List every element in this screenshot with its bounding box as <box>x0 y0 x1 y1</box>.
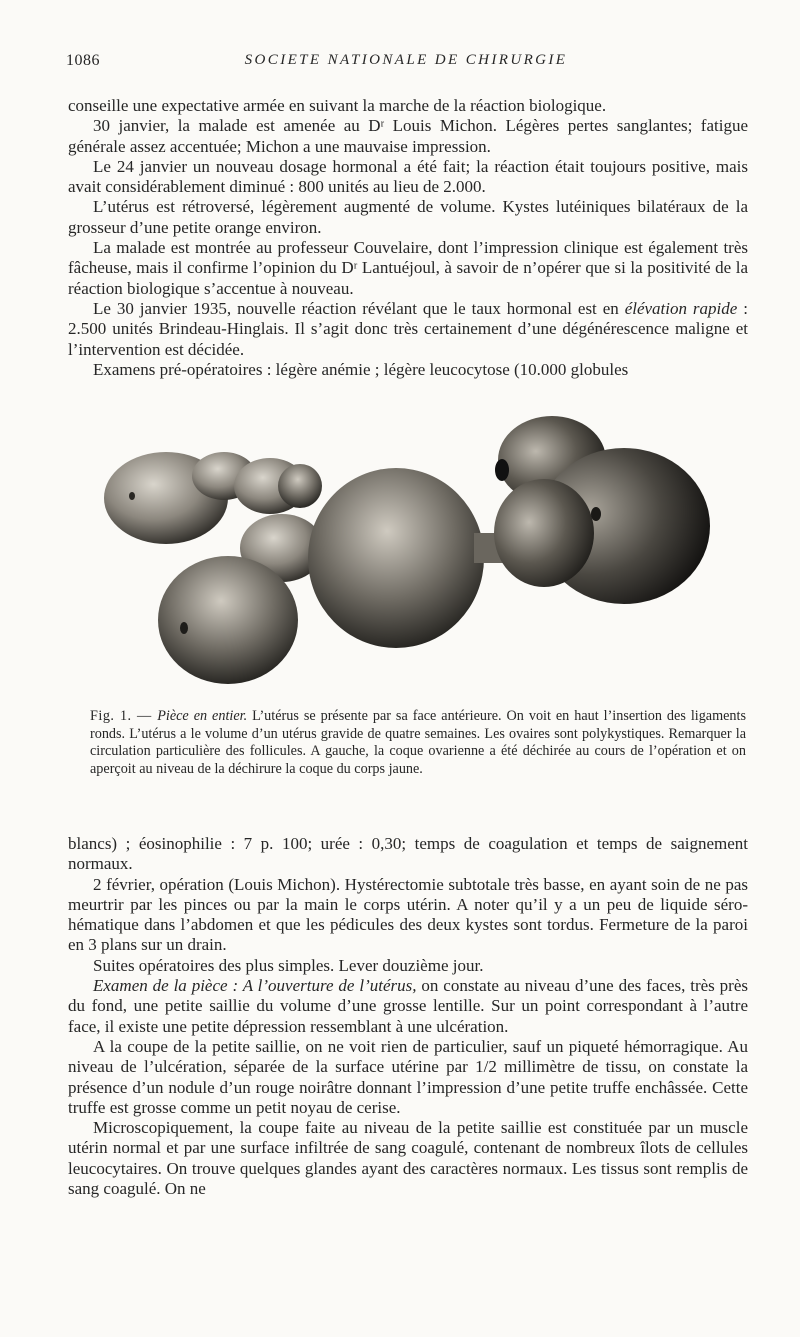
text-span: Le 30 janvier 1935, nouvelle réaction révélant que le taux hormonal est en <box>93 298 625 318</box>
paragraph: 2 février, opération (Louis Michon). Hystérectomie subtotale très basse, en ayant soin de ne pas meurtrir par les pinces ou par la main le corps utérin. A noter qu’il y a un peu de liquide séro-hématique dans l’abdomen et que les pédicules des deux kystes sont tordus. Fermeture de la paroi en 3 plans sur un drain. <box>68 874 748 955</box>
text-span: on constate au niveau d’une des faces, très près du fond, une petite saillie du volume d’une grosse lentille. Sur un point correspondant à l’autre face, il existe une petite dépression ressemblant à une ulcération. <box>68 976 748 1036</box>
paragraph: blancs) ; éosinophilie : 7 p. 100; urée : 0,30; temps de coagulation et temps de saignement normaux. <box>68 834 748 874</box>
paragraph: La malade est montrée au professeur Couvelaire, dont l’impression clinique est également très fâcheuse, mais il confirme l’opinion du Dʳ Lantuéjoul, à savoir de n’opérer que si la positivité de la réaction biologique s’accentue à nouveau. <box>68 238 748 298</box>
corpus-luteum-opening <box>495 459 509 481</box>
top-text-block <box>68 96 748 380</box>
paragraph: conseille une expectative armée en suivant la marche de la réaction biologique. <box>68 96 607 115</box>
italic-span: élévation rapide <box>624 298 738 318</box>
bottom-text-block <box>68 834 748 1199</box>
paragraph: 30 janvier, la malade est amenée au Dʳ Louis Michon. Légères pertes sanglantes; fatigue générale assez accentuée; Michon a une mauvaise impression. <box>68 116 748 156</box>
figure-caption-text: L’utérus se présente par sa face antérieure. On voit en haut l’insertion des ligaments ronds. L’utérus a le volume d’un utérus gravide de quatre semaines. Les ovaires sont polykystiques. Remarquer la circulation particulière des follicules. A gauche, la coque ovarienne a été déchirée au cours de l’opération et on aperçoit au niveau de la déchirure la coque du corps jaune. <box>90 708 746 777</box>
running-title: SOCIETE NATIONALE DE CHIRURGIE <box>244 52 568 68</box>
figure-label: Fig. 1. — <box>90 708 158 724</box>
paragraph <box>68 976 748 1037</box>
paragraph: Examens pré-opératoires : légère anémie ; légère leucocytose (10.000 globules <box>93 359 629 379</box>
vessel-mark <box>129 492 135 500</box>
page-number: 1086 <box>66 52 100 69</box>
figure-caption <box>90 708 746 778</box>
uterus-body <box>308 468 484 648</box>
paragraph: Microscopiquement, la coupe faite au niveau de la petite saillie est constituée par un muscle utérin normal et par une surface infiltrée de sang coagulé, contenant de nombreux îlots de cellules leucocytaires. On trouve quelques glandes ayant des caractères normaux. Les tissus sont remplis de sang coagulé. On ne <box>68 1118 748 1199</box>
specimen-image <box>104 408 714 693</box>
left-ovary-cyst <box>158 556 298 684</box>
paragraph: Le 24 janvier un nouveau dosage hormonal a été fait; la réaction était toujours positive, mais avait considérablement diminué : 800 unités au lieu de 2.000. <box>68 156 748 197</box>
paragraph: A la coupe de la petite saillie, on ne voit rien de particulier, sauf un piqueté hémorragique. Au niveau de l’ulcération, séparée de la surface utérine par 1/2 millimètre de tissu, on constate la présence d’un nodule d’un rouge noirâtre donnant l’impression d’une petite truffe enchâssée. Cette truffe est grosse comme un petit noyau de cerise. <box>68 1036 748 1117</box>
right-ovary-cyst <box>494 479 594 587</box>
specimen-photograph <box>104 408 714 693</box>
paragraph: L’utérus est rétroversé, légèrement augmenté de volume. Kystes lutéiniques bilatéraux de la grosseur d’une petite orange environ. <box>68 197 748 237</box>
left-ovary-cyst <box>278 464 322 508</box>
vessel-mark <box>591 507 601 521</box>
paragraph: Suites opératoires des plus simples. Lever douzième jour. <box>93 955 484 975</box>
vessel-mark <box>180 622 188 634</box>
figure-title: Pièce en entier. <box>157 708 248 724</box>
paragraph <box>68 299 748 360</box>
page-header <box>66 52 746 76</box>
italic-span: Examen de la pièce : A l’ouverture de l’utérus, <box>93 976 417 996</box>
text-span: : 2.500 unités Brindeau-Hinglais. Il s’agit donc très certainement d’une dégénérescence maligne et l’intervention est décidée. <box>68 298 748 359</box>
